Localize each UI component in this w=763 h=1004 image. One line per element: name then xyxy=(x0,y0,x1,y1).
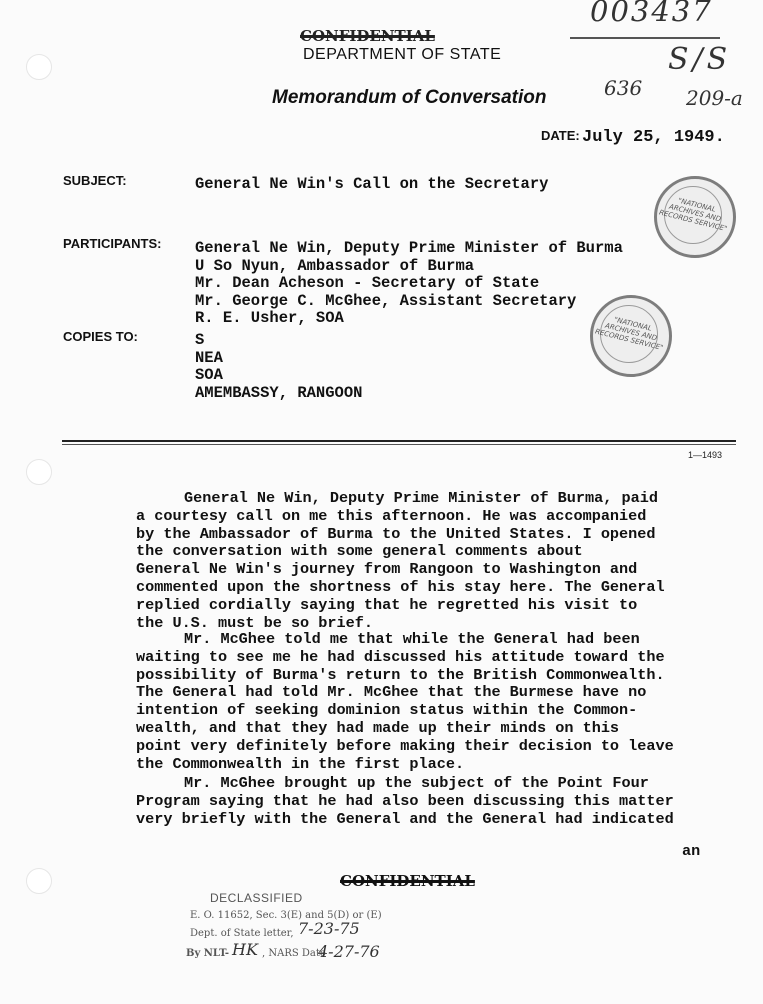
body-line: the Commonwealth in the first place. xyxy=(136,754,465,773)
copy-recipient: NEA xyxy=(195,348,223,367)
punch-hole-top xyxy=(26,54,52,80)
subject-label: SUBJECT: xyxy=(63,173,127,188)
participant-line: U So Nyun, Ambassador of Burma xyxy=(195,256,475,275)
copies-list xyxy=(195,332,362,402)
nlt-label: By NLT- xyxy=(186,948,230,959)
classification-bottom: CONFIDENTIAL xyxy=(340,872,475,890)
body-line: The General had told Mr. McGhee that the Burmese have no xyxy=(136,683,647,702)
body-line: the conversation with some general comments about xyxy=(136,542,583,561)
archives-stamp xyxy=(590,295,672,377)
hand-reference: 209-a xyxy=(686,86,743,110)
body-paragraph-3 xyxy=(136,775,674,828)
body-line: Mr. McGhee told me that while the General had been xyxy=(184,630,640,648)
copy-recipient: S xyxy=(195,331,205,349)
body-line: by the Ambassador of Burma to the United States. I opened xyxy=(136,524,656,543)
copy-recipient: AMEMBASSY, RANGOON xyxy=(195,383,363,402)
body-line: point very definitely before making their decision to leave xyxy=(136,736,674,755)
body-line: a courtesy call on me this afternoon. He was accompanied xyxy=(136,506,647,525)
nlt-initials: HK xyxy=(232,940,258,959)
participant-line: Mr. George C. McGhee, Assistant Secretary xyxy=(195,291,577,310)
body-line: Program saying that he had also been discussing this matter xyxy=(136,791,674,810)
body-line: Mr. McGhee brought up the subject of the Point Four xyxy=(184,774,649,792)
punch-hole-bottom xyxy=(26,868,52,894)
classification-top: CONFIDENTIAL xyxy=(300,27,435,45)
subject-value: General Ne Win's Call on the Secretary xyxy=(195,175,549,193)
participant-line: Mr. Dean Acheson - Secretary of State xyxy=(195,274,540,292)
page-continuation: an xyxy=(682,842,701,860)
body-line: commented upon the shortness of his stay here. The General xyxy=(136,577,665,596)
body-line: possibility of Burma's return to the British Commonwealth. xyxy=(136,665,665,684)
declass-authority: E. O. 11652, Sec. 3(E) and 5(D) or (E) xyxy=(190,910,382,921)
stamp-text: "NATIONAL ARCHIVES AND RECORDS SERVICE" xyxy=(594,315,664,353)
doc-number: 003437 xyxy=(590,0,713,28)
dept-letter-date: 7-23-75 xyxy=(298,919,360,938)
participant-line: General Ne Win, Deputy Prime Minister of Burma xyxy=(195,239,623,257)
participants-list xyxy=(195,240,623,328)
participant-line: R. E. Usher, SOA xyxy=(195,309,344,327)
body-line: General Ne Win, Deputy Prime Minister of Burma, paid xyxy=(184,489,658,507)
participants-label: PARTICIPANTS: xyxy=(63,236,162,251)
date-value: July 25, 1949. xyxy=(582,128,725,147)
body-line: the U.S. must be so brief. xyxy=(136,613,373,632)
body-line: General Ne Win's journey from Rangoon to Washington and xyxy=(136,560,638,579)
punch-hole-middle xyxy=(26,459,52,485)
body-line: intention of seeking dominion status within the Common- xyxy=(136,701,638,720)
dept-letter-label: Dept. of State letter, xyxy=(190,928,294,939)
divider-rule xyxy=(62,440,736,442)
date-label: DATE: xyxy=(541,128,580,143)
handwritten-underline xyxy=(570,37,720,39)
form-number: 1—1493 xyxy=(688,450,723,460)
file-code: S/S xyxy=(668,42,732,77)
memo-title: Memorandum of Conversation xyxy=(272,87,547,108)
nars-date: 4-27-76 xyxy=(318,942,380,961)
stamp-text: "NATIONAL ARCHIVES AND RECORDS SERVICE" xyxy=(658,196,728,234)
archives-stamp xyxy=(654,176,736,258)
body-line: very briefly with the General and the General had indicated xyxy=(136,809,674,828)
department-heading: DEPARTMENT OF STATE xyxy=(303,46,502,63)
copies-to-label: COPIES TO: xyxy=(63,329,138,344)
declassified-stamp: DECLASSIFIED xyxy=(210,891,303,905)
body-paragraph-2 xyxy=(136,631,674,773)
body-paragraph-1 xyxy=(136,490,665,632)
body-line: wealth, and that they had made up their minds on this xyxy=(136,718,620,737)
nars-date-label: , NARS Date xyxy=(262,948,326,959)
hand-number: 636 xyxy=(604,76,643,100)
body-line: replied cordially saying that he regretted his visit to xyxy=(136,595,638,614)
copy-recipient: SOA xyxy=(195,366,223,384)
divider-rule-thin xyxy=(62,444,736,445)
body-line: waiting to see me he had discussed his attitude toward the xyxy=(136,647,665,666)
